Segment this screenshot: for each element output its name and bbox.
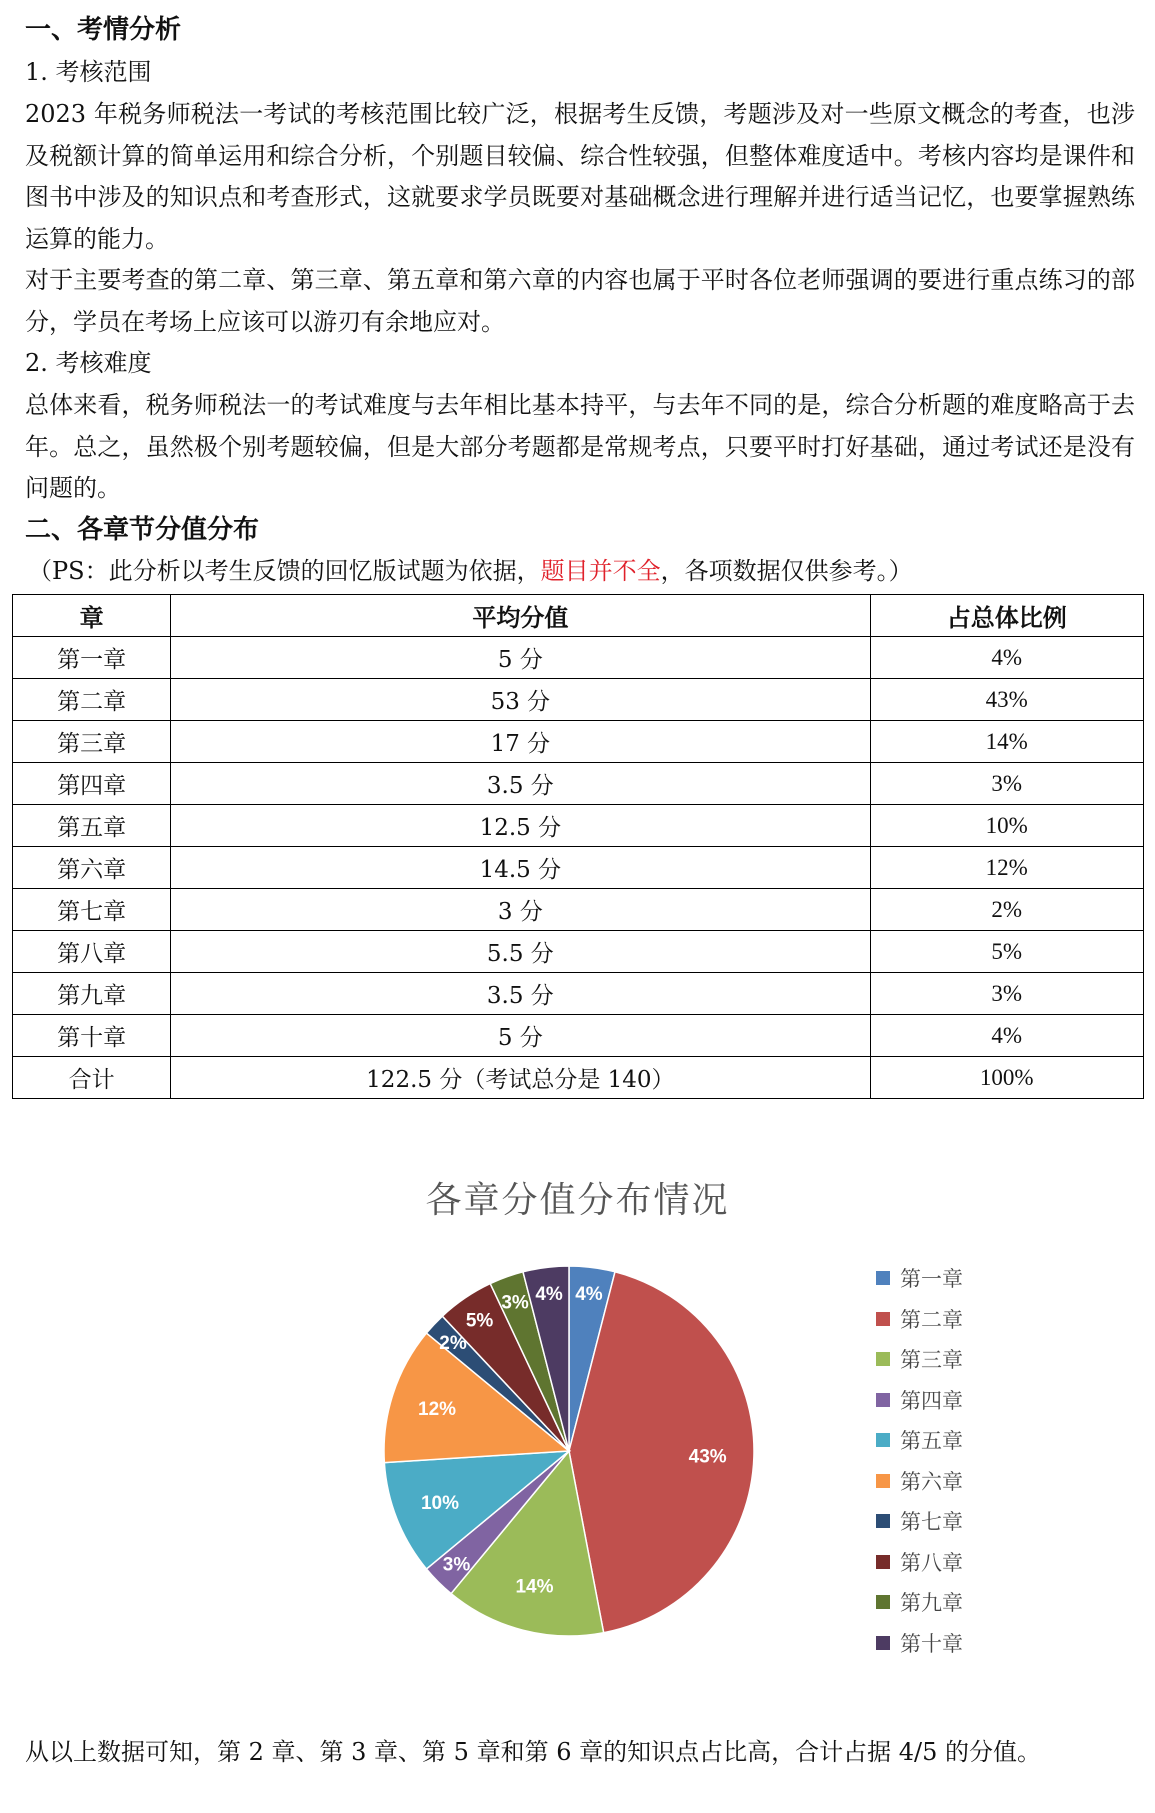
pie-data-label: 3% bbox=[501, 1292, 529, 1314]
legend-swatch bbox=[876, 1636, 890, 1650]
cell-chapter: 第八章 bbox=[13, 931, 171, 973]
pie-data-label: 3% bbox=[442, 1554, 471, 1576]
cell-chapter: 第九章 bbox=[13, 973, 171, 1015]
legend-swatch bbox=[876, 1474, 890, 1488]
cell-score: 53 分 bbox=[171, 679, 870, 721]
legend-item bbox=[876, 1542, 963, 1583]
note-highlight: 题目并不全 bbox=[540, 557, 661, 585]
note-prefix: （PS：此分析以考生反馈的回忆版试题为依据， bbox=[28, 557, 541, 585]
cell-proportion: 43% bbox=[870, 679, 1144, 721]
cell-chapter: 第二章 bbox=[13, 679, 171, 721]
legend-label: 第一章 bbox=[900, 1267, 963, 1292]
cell-proportion: 100% bbox=[870, 1057, 1144, 1099]
legend-item bbox=[876, 1623, 963, 1664]
pie-data-label: 10% bbox=[420, 1493, 460, 1515]
cell-score: 3.5 分 bbox=[171, 763, 870, 805]
legend-label: 第十章 bbox=[900, 1631, 963, 1656]
cell-score: 14.5 分 bbox=[171, 847, 870, 889]
legend-swatch bbox=[876, 1595, 890, 1609]
chart-legend bbox=[876, 1258, 963, 1663]
note-suffix: ，各项数据仅供参考。） bbox=[660, 557, 913, 585]
chart-title: 各章分值分布情况 bbox=[425, 1180, 730, 1221]
header-avg-score: 平均分值 bbox=[171, 595, 870, 637]
legend-label: 第八章 bbox=[900, 1550, 963, 1575]
legend-label: 第四章 bbox=[900, 1388, 963, 1413]
legend-swatch bbox=[876, 1555, 890, 1569]
legend-swatch bbox=[876, 1271, 890, 1285]
legend-swatch bbox=[876, 1433, 890, 1447]
legend-swatch bbox=[876, 1514, 890, 1528]
pie-data-label: 4% bbox=[535, 1284, 563, 1306]
section1-heading: 一、考情分析 bbox=[25, 15, 182, 45]
legend-label: 第三章 bbox=[900, 1348, 963, 1373]
legend-item bbox=[876, 1258, 963, 1299]
cell-proportion: 12% bbox=[870, 847, 1144, 889]
cell-chapter: 第七章 bbox=[13, 889, 171, 931]
paragraph-scope: 2023 年税务师税法一考试的考核范围比较广泛，根据考生反馈，考题涉及对一些原文概念的考查，也涉及税额计算的简单运用和综合分析，个别题目较偏、综合性较强，但整体难度适中。考核内容均是课件和图书中涉及的知识点和考查形式，这就要求学员既要对基础概念进行理解并进行适当记忆，也要掌握熟练运算的能力。 bbox=[25, 100, 1135, 253]
legend-swatch bbox=[876, 1352, 890, 1366]
cell-proportion: 5% bbox=[870, 931, 1144, 973]
legend-item bbox=[876, 1461, 963, 1502]
cell-score: 122.5 分（考试总分是 140） bbox=[171, 1057, 870, 1099]
cell-proportion: 3% bbox=[870, 763, 1144, 805]
cell-chapter: 合计 bbox=[13, 1057, 171, 1099]
legend-item bbox=[876, 1339, 963, 1380]
legend-item bbox=[876, 1582, 963, 1623]
cell-score: 12.5 分 bbox=[171, 805, 870, 847]
cell-proportion: 4% bbox=[870, 637, 1144, 679]
pie-data-label: 12% bbox=[418, 1399, 457, 1421]
cell-score: 5 分 bbox=[171, 1015, 870, 1057]
legend-label: 第二章 bbox=[900, 1307, 963, 1332]
pie-data-label: 43% bbox=[688, 1446, 727, 1468]
legend-item bbox=[876, 1420, 963, 1461]
header-proportion: 占总体比例 bbox=[870, 595, 1144, 637]
subheading-difficulty: 2. 考核难度 bbox=[25, 349, 152, 377]
cell-proportion: 4% bbox=[870, 1015, 1144, 1057]
cell-score: 5 分 bbox=[171, 637, 870, 679]
legend-label: 第九章 bbox=[900, 1591, 963, 1616]
legend-item bbox=[876, 1501, 963, 1542]
paragraph-difficulty: 总体来看，税务师税法一的考试难度与去年相比基本持平，与去年不同的是，综合分析题的难度略高于去年。总之，虽然极个别考题较偏，但是大部分考题都是常规考点，只要平时打好基础，通过考试还是没有问题的。 bbox=[25, 391, 1135, 503]
cell-chapter: 第六章 bbox=[13, 847, 171, 889]
section2-heading: 二、各章节分值分布 bbox=[25, 515, 260, 545]
legend-label: 第六章 bbox=[900, 1469, 963, 1494]
cell-score: 5.5 分 bbox=[171, 931, 870, 973]
cell-chapter: 第一章 bbox=[13, 637, 171, 679]
header-chapter: 章 bbox=[13, 595, 171, 637]
pie-data-label: 5% bbox=[465, 1310, 494, 1332]
subheading-scope: 1. 考核范围 bbox=[25, 58, 152, 86]
pie-data-label: 14% bbox=[515, 1576, 554, 1598]
cell-chapter: 第三章 bbox=[13, 721, 171, 763]
legend-label: 第五章 bbox=[900, 1429, 963, 1454]
cell-proportion: 14% bbox=[870, 721, 1144, 763]
cell-proportion: 2% bbox=[870, 889, 1144, 931]
cell-chapter: 第五章 bbox=[13, 805, 171, 847]
cell-score: 3 分 bbox=[171, 889, 870, 931]
legend-item bbox=[876, 1380, 963, 1421]
pie-data-label: 4% bbox=[575, 1284, 603, 1306]
cell-proportion: 10% bbox=[870, 805, 1144, 847]
conclusion: 从以上数据可知，第 2 章、第 3 章、第 5 章和第 6 章的知识点占比高，合计占据 4/5 的分值。 bbox=[25, 1738, 1041, 1766]
pie-data-label: 2% bbox=[439, 1333, 467, 1355]
legend-item bbox=[876, 1299, 963, 1340]
cell-score: 3.5 分 bbox=[171, 973, 870, 1015]
paragraph-key-chapters: 对于主要考查的第二章、第三章、第五章和第六章的内容也属于平时各位老师强调的要进行重点练习的部分，学员在考场上应该可以游刃有余地应对。 bbox=[25, 266, 1135, 336]
legend-label: 第七章 bbox=[900, 1510, 963, 1535]
legend-swatch bbox=[876, 1312, 890, 1326]
legend-swatch bbox=[876, 1393, 890, 1407]
cell-score: 17 分 bbox=[171, 721, 870, 763]
cell-chapter: 第十章 bbox=[13, 1015, 171, 1057]
cell-proportion: 3% bbox=[870, 973, 1144, 1015]
cell-chapter: 第四章 bbox=[13, 763, 171, 805]
